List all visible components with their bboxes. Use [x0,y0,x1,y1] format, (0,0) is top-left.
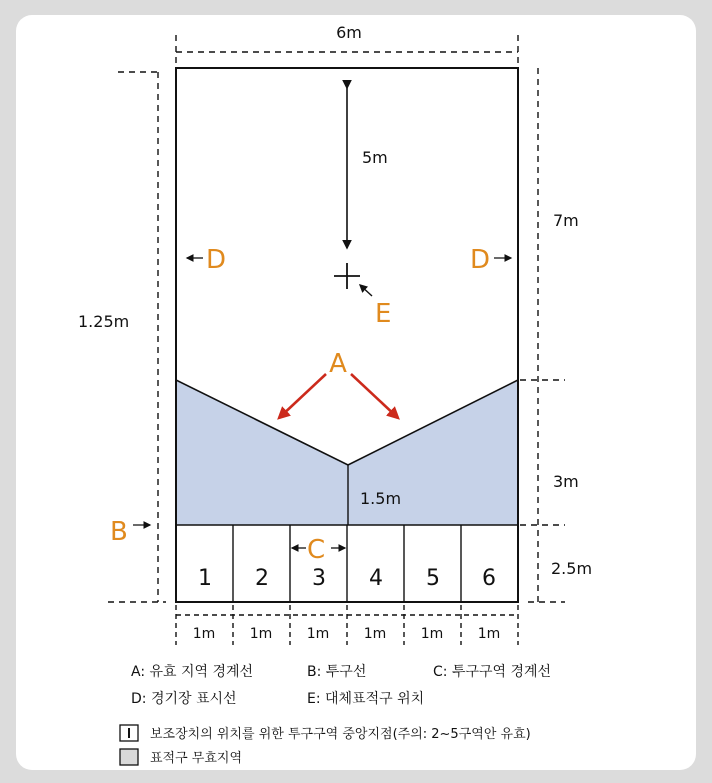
segment-label: 1m [477,626,501,642]
box-6: 6 [482,566,496,591]
right-lower-label: 2.5m [551,559,593,578]
invalid-target-zone [176,380,518,525]
legend-a: A: 유효 지역 경계선 [131,664,254,680]
top-width-label: 6m [336,23,362,42]
segment-label: 1m [192,626,216,642]
letter-e: E [375,299,392,329]
letter-c: C [307,535,326,565]
letter-a: A [329,349,347,379]
segment-label: 1m [306,626,330,642]
legend-c: C: 투구구역 경계선 [433,664,552,680]
right-middle-label: 3m [553,472,579,491]
legend-b: B: 투구선 [307,664,367,680]
letter-d-right: D [470,245,491,275]
a-arrow-left [279,374,326,418]
invalid-zone-key-icon [120,749,138,765]
left-total-label: 1.25m [78,312,130,331]
a-arrow-right [351,374,398,418]
box-3: 3 [312,566,326,591]
right-dimension [520,68,565,602]
box-5: 5 [426,566,440,591]
legend-key2: 표적구 무효지역 [150,751,243,766]
upper-height-label: 5m [362,148,388,167]
letter-b: B [110,517,128,547]
segment-label: 1m [249,626,273,642]
bottom-dimension [176,605,518,645]
cross-marker [334,263,360,289]
box-4: 4 [369,566,383,591]
legend-key1: 보조장치의 위치를 위한 투구구역 중앙지점(주의: 2~5구역안 유효) [150,727,531,742]
box-1: 1 [198,566,212,591]
e-pointer [360,285,372,296]
right-upper-label: 7m [553,211,579,230]
legend-d: D: 경기장 표시선 [131,691,237,707]
center-depth-label: 1.5m [360,489,402,508]
segment-label: 1m [363,626,387,642]
legend-e: E: 대체표적구 위치 [307,691,425,707]
segment-label: 1m [420,626,444,642]
legend [131,663,551,707]
letter-d-left: D [206,245,227,275]
box-2: 2 [255,566,269,591]
